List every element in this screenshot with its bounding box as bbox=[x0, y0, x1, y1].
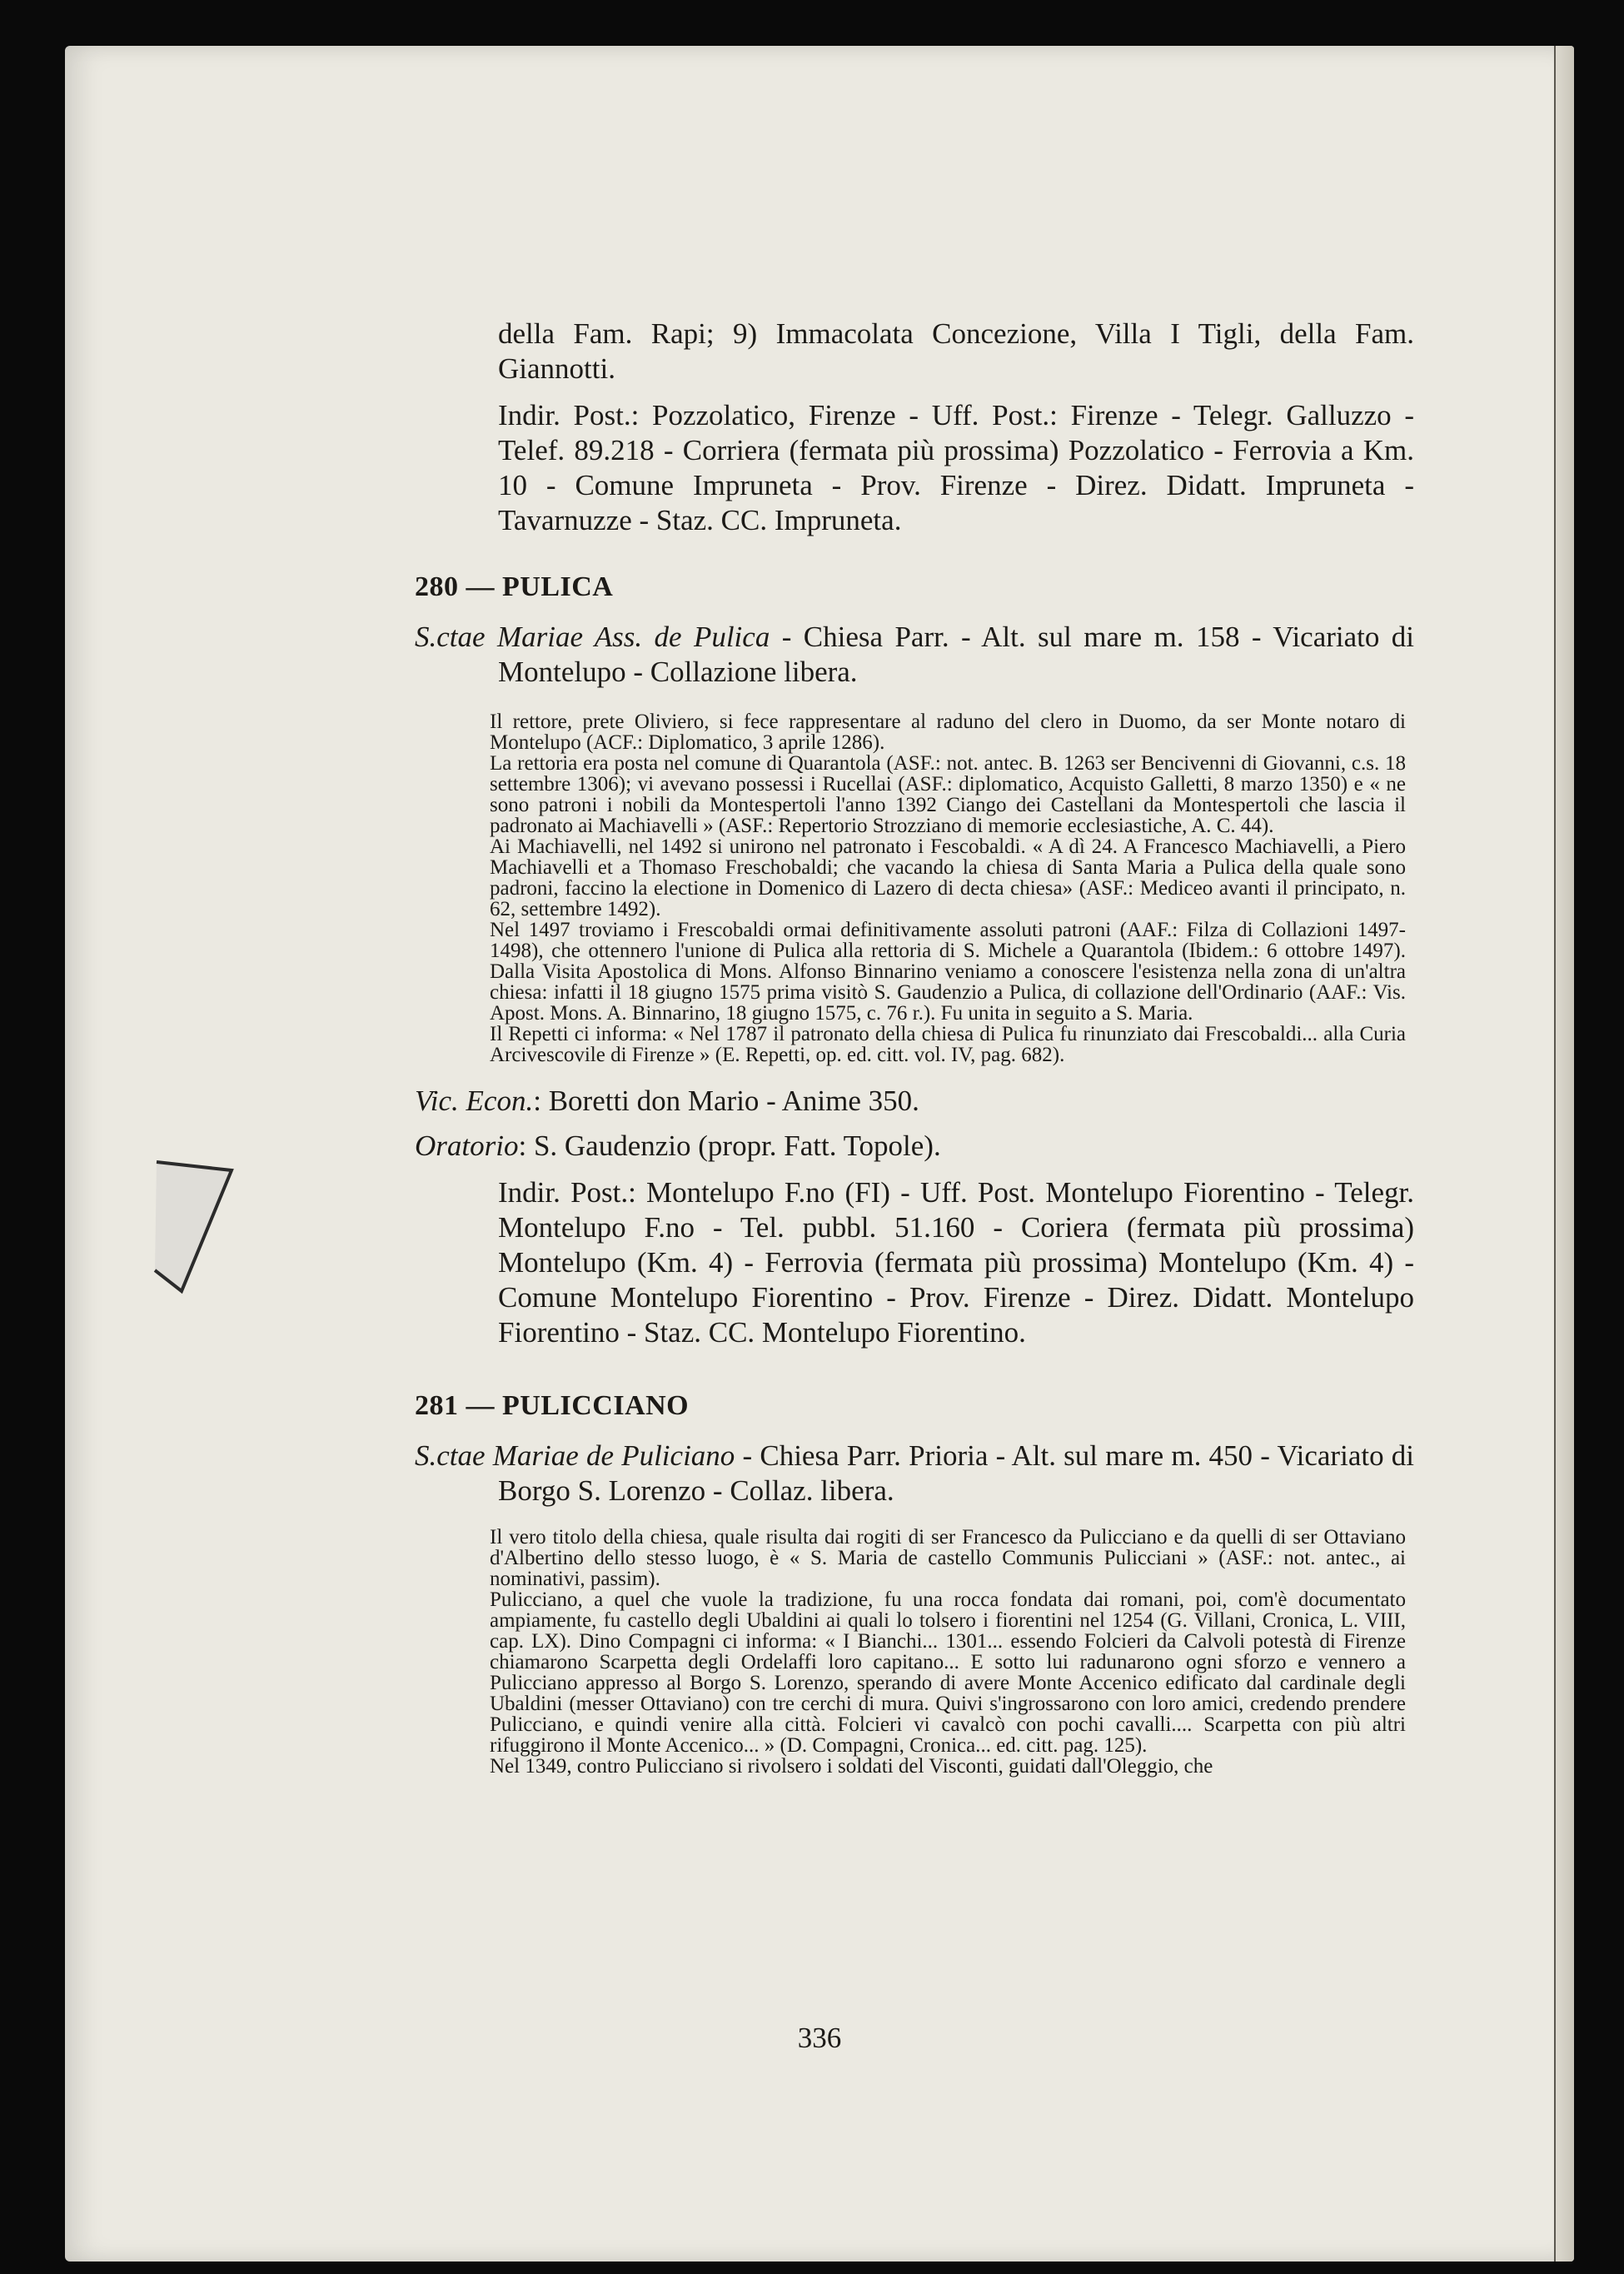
historical-notes bbox=[415, 711, 1414, 1065]
oratorio-label: Oratorio bbox=[415, 1130, 519, 1162]
historical-notes bbox=[415, 1527, 1414, 1777]
paper-clip-icon bbox=[148, 1145, 248, 1304]
entry-heading: 280 — PULICA bbox=[415, 571, 614, 602]
note-paragraph: Nel 1349, contro Pulicciano si rivolsero i soldati del Visconti, guidati dall'Oleggio, che bbox=[490, 1755, 1213, 1778]
church-details: - Chiesa Parr. - Alt. sul mare m. 158 - Vicariato di Montelupo - Collazione libera. bbox=[498, 621, 1414, 688]
church-details: - Chiesa Parr. Prioria - Alt. sul mare m. 450 - Vicariato di Borgo S. Lorenzo - Collaz. libera. bbox=[498, 1439, 1414, 1507]
note-paragraph: Ai Machiavelli, nel 1492 si unirono nel patronato i Fescobaldi. « A dì 24. A Francesco Machiavelli, a Piero Machiavelli et a Thomaso Freschobaldi; che vacando la chiesa di Santa Maria a Pulica della quale sono padroni, faccino la electione in Domenico di Lazero di decta chiesa» (ASF.: Mediceo avanti il principato, n. 62, settembre 1492). bbox=[490, 835, 1406, 920]
church-name: S.ctae Mariae Ass. de Pulica bbox=[415, 621, 770, 653]
vicar-value: : Boretti don Mario - Anime 350. bbox=[533, 1085, 919, 1117]
page-number: 336 bbox=[797, 2022, 842, 2054]
entry-title bbox=[415, 620, 1414, 690]
entry-281 bbox=[415, 1390, 1414, 1777]
note-paragraph: Pulicciano, a quel che vuole la tradizione, fu una rocca fondata dai romani, poi, com'è documentato ampiamente, fu castello degli Ubaldini ai quali lo tolsero i fiorentini nel 1254 (G. Villani, Cronica, L. VIII, cap. LX). Dino Compagni ci informa: « I Bianchi... 1301... essendo Folcieri da Calvoli potestà di Firenze chiamarono Scarpetta degli Ordelaffi loro capitano... E sotto lui radunarono ogni sforzo e vennero a Pulicciano appresso al Borgo S. Lorenzo, sperando di avere Monte Accenico edificato dal cardinale degli Ubaldini (messer Ottaviano) con tre cerchi di mura. Quivi s'ingrossarono con loro amici, credendo prendere Pulicciano, e quindi venire alla città. Folcieri vi cavalcò con pochi cavalli.... Scarpetta con più altri rifuggirono il Monte Accenico... » (D. Compagni, Cronica... ed. citt. pag. 125). bbox=[490, 1588, 1406, 1757]
oratorio-line bbox=[415, 1129, 1414, 1164]
oratorio-value: : S. Gaudenzio (propr. Fatt. Topole). bbox=[518, 1130, 941, 1162]
church-name: S.ctae Mariae de Puliciano bbox=[415, 1439, 735, 1472]
note-paragraph: Il vero titolo della chiesa, quale risulta dai rogiti di ser Francesco da Pulicciano e da quelli di ser Ottaviano d'Albertino dello stesso luogo, è « S. Maria de castello Communis Pulicciani » (ASF.: not. antec., ai nominativi, passim). bbox=[490, 1526, 1406, 1590]
adjacent-page-edge bbox=[1554, 46, 1574, 2262]
previous-entry-last-line: della Fam. Rapi; 9) Immacolata Concezione, Villa I Tigli, della Fam. Giannotti. bbox=[498, 317, 1414, 385]
note-paragraph: La rettoria era posta nel comune di Quarantola (ASF.: not. antec. B. 1263 ser Bencivenni di Giovanni, c.s. 18 settembre 1306); vi avevano possessi i Rucellai (ASF.: diplomatico, Acquisto Galletti, 8 marzo 1350) e « ne sono patroni i nobili da Montespertoli l'anno 1392 Ciango dei Castellani da Montespertoli che lascia il padronato ai Machiavelli » (ASF.: Repertorio Strozziano di memorie ecclesiastiche, A. C. 44). bbox=[490, 752, 1406, 837]
previous-entry-continuation bbox=[415, 317, 1414, 538]
entry-280 bbox=[415, 571, 1414, 1350]
previous-entry-address: Indir. Post.: Pozzolatico, Firenze - Uff. Post.: Firenze - Telegr. Galluzzo - Telef. 89.218 - Corriera (fermata più prossima) Pozzolatico - Ferrovia a Km. 10 - Comune Impruneta - Prov. Firenze - Direz. Didatt. Impruneta - Tavarnuzze - Staz. CC. Impruneta. bbox=[498, 399, 1414, 536]
entry-title bbox=[415, 1439, 1414, 1509]
entry-heading: 281 — PULICCIANO bbox=[415, 1390, 690, 1421]
note-paragraph: Il rettore, prete Oliviero, si fece rappresentare al raduno del clero in Duomo, da ser Monte notaro di Montelupo (ACF.: Diplomatico, 3 aprile 1286). bbox=[490, 711, 1406, 754]
vicar-line bbox=[415, 1084, 1414, 1119]
vicar-label: Vic. Econ. bbox=[415, 1085, 534, 1117]
note-paragraph: Nel 1497 troviamo i Frescobaldi ormai definitivamente assoluti patroni (AAF.: Filza di Collazioni 1497-1498), che ottennero l'unione di Pulica alla rettoria di S. Michele a Quarantola (Ibidem.: 6 ottobre 1497). Dalla Visita Apostolica di Mons. Alfonso Binnarino veniamo a conoscere l'esistenza nella zona di un'altra chiesa: infatti il 18 giugno 1575 prima visitò S. Gaudenzio a Pulica, di collazione dell'Ordinario (AAF.: Vis. Apost. Mons. A. Binnarino, 18 giugno 1575, c. 76 r.). Fu unita in seguito a S. Maria. bbox=[490, 919, 1406, 1025]
page-content bbox=[415, 317, 1414, 1777]
book-page bbox=[65, 46, 1574, 2262]
entry-address: Indir. Post.: Montelupo F.no (FI) - Uff. Post. Montelupo Fiorentino - Telegr. Montelupo F.no - Tel. pubbl. 51.160 - Coriera (fermata più prossima) Montelupo (Km. 4) - Ferrovia (fermata più prossima) Montelupo (Km. 4) - Comune Montelupo Fiorentino - Prov. Firenze - Direz. Didatt. Montelupo Fiorentino - Staz. CC. Montelupo Fiorentino. bbox=[498, 1176, 1414, 1349]
note-paragraph: Il Repetti ci informa: « Nel 1787 il patronato della chiesa di Pulica fu rinunziato dai Frescobaldi... alla Curia Arcivescovile di Firenze » (E. Repetti, op. ed. citt. vol. IV, pag. 682). bbox=[490, 1023, 1406, 1066]
